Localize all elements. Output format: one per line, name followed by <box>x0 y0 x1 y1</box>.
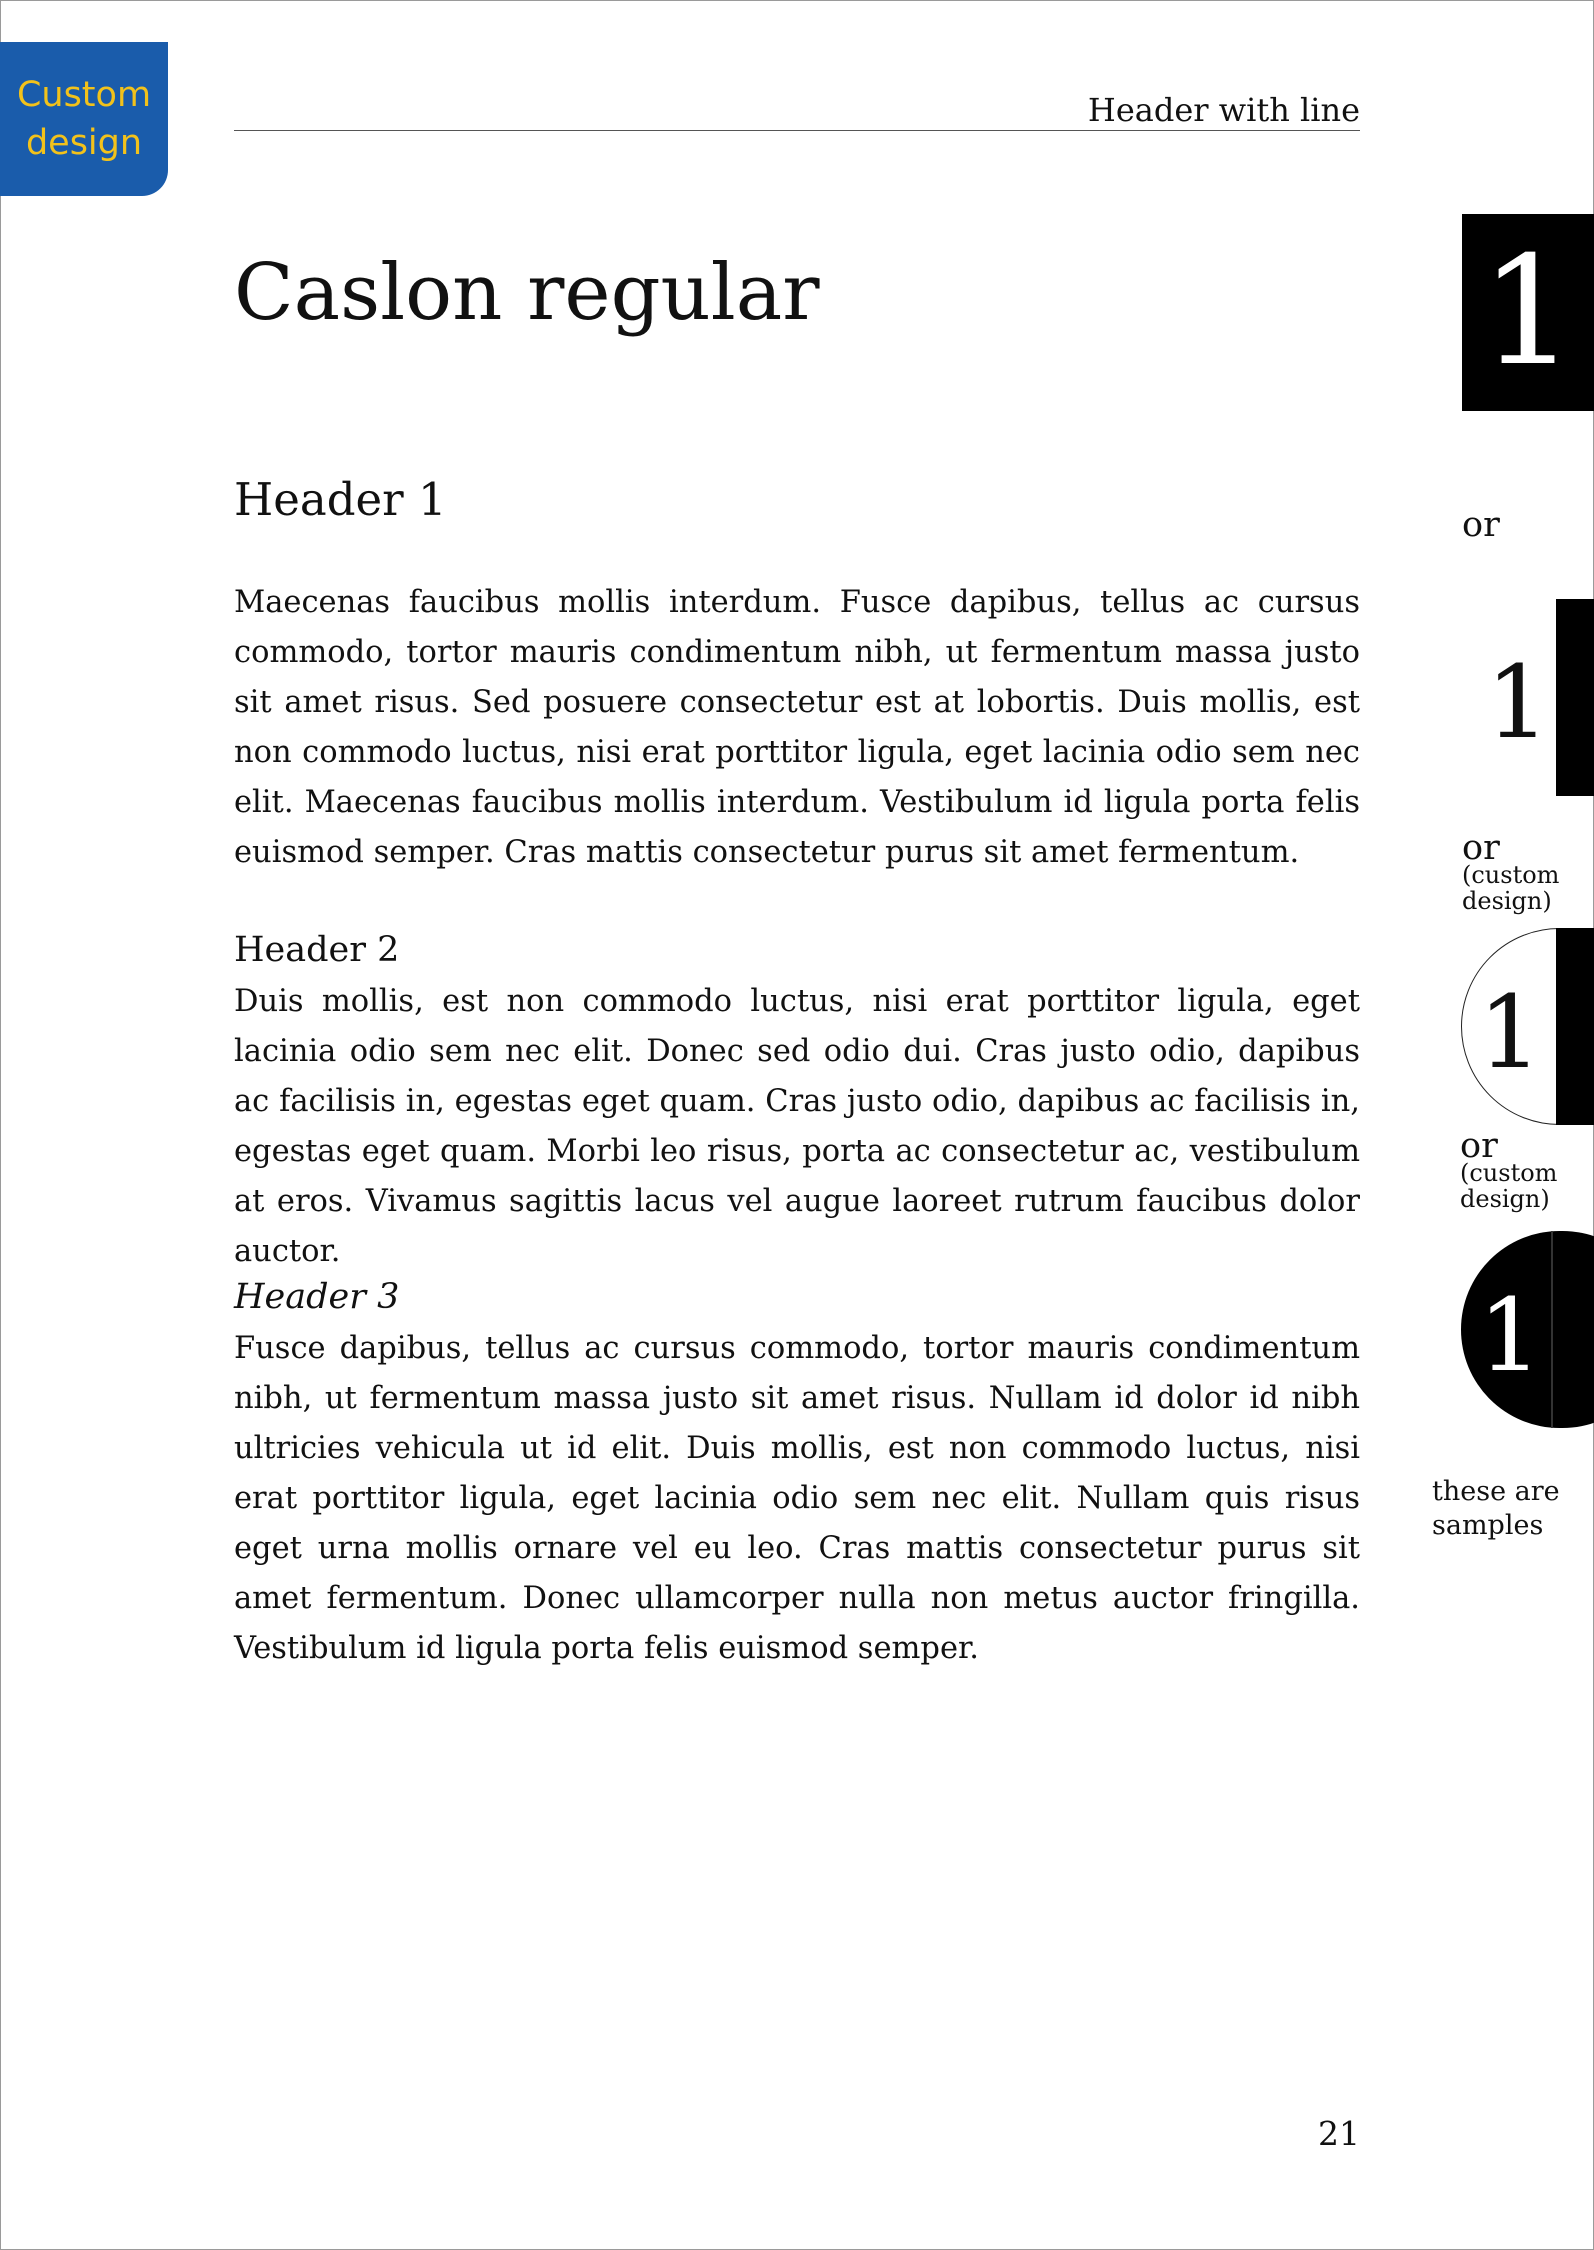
chapter-tab-full-black: 1 <box>1462 214 1594 411</box>
header-2-paragraph: Duis mollis, est non commodo luctus, nisi erat porttitor ligula, eget lacinia odio sem nec elit. Donec sed odio dui. Cras justo odio, dapibus ac facilisis in, egestas eget quam. Cras justo odio, dapibus ac facilisis in, egestas eget quam. Morbi leo risus, porta ac consectetur ac, vestibulum at eros. Vivamus sagittis lacus vel augue laoreet rutrum faucibus dolor auctor. <box>234 984 1360 1269</box>
header-2: Header 2 <box>234 930 400 970</box>
or-label: or <box>1462 828 1500 868</box>
or-label: or <box>1462 505 1500 545</box>
custom-note-line-2: design) <box>1462 887 1552 915</box>
custom-design-note <box>1460 1160 1557 1212</box>
header-3-paragraph: Fusce dapibus, tellus ac cursus commodo, tortor mauris condimentum nibh, ut fermentum massa justo sit amet risus. Nullam id dolor id nibh ultricies vehicula ut id elit. Duis mollis, est non commodo luctus, nisi erat porttitor ligula, eget lacinia odio sem nec elit. Nullam quis risus eget urna mollis ornare vel eu leo. Cras mattis consectetur purus sit amet fermentum. Donec ullamcorper nulla non metus auctor fringilla. Vestibulum id ligula porta felis euismod semper. <box>234 1331 1360 1666</box>
chapter-tab-bar <box>1556 928 1594 1125</box>
samples-note <box>1432 1475 1560 1543</box>
header-1-paragraph: Maecenas faucibus mollis interdum. Fusce dapibus, tellus ac cursus commodo, tortor mauris condimentum nibh, ut fermentum massa justo sit amet risus. Sed posuere consectetur est at lobortis. Duis mollis, est non commodo luctus, nisi erat porttitor ligula, eget lacinia odio sem nec elit. Maecenas faucibus mollis interdum. Vestibulum id ligula porta felis euismod semper. Cras mattis consectetur purus sit amet fermentum. <box>234 585 1360 870</box>
header-3: Header 3 <box>234 1277 400 1317</box>
header-1: Header 1 <box>234 473 447 526</box>
badge-line-1: Custom <box>16 75 152 115</box>
custom-design-badge <box>0 42 168 196</box>
chapter-number-circle: 1 <box>1478 974 1542 1091</box>
samples-line-1: these are <box>1432 1476 1560 1507</box>
custom-note-line-2: design) <box>1460 1185 1550 1213</box>
chapter-tab-bar <box>1556 599 1594 796</box>
badge-line-2: design <box>25 123 143 163</box>
chapter-number-pill: 1 <box>1478 1277 1542 1394</box>
custom-note-line-1: (custom <box>1460 1159 1558 1187</box>
pill-divider <box>1551 1231 1553 1428</box>
page-title: Caslon regular <box>234 248 820 338</box>
running-header: Header with line <box>234 90 1360 131</box>
page-number: 21 <box>1318 2114 1360 2153</box>
or-label: or <box>1460 1126 1498 1166</box>
custom-note-line-1: (custom <box>1462 861 1560 889</box>
samples-line-2: samples <box>1432 1510 1544 1541</box>
custom-design-note <box>1462 862 1559 914</box>
chapter-number-open: 1 <box>1486 644 1550 761</box>
